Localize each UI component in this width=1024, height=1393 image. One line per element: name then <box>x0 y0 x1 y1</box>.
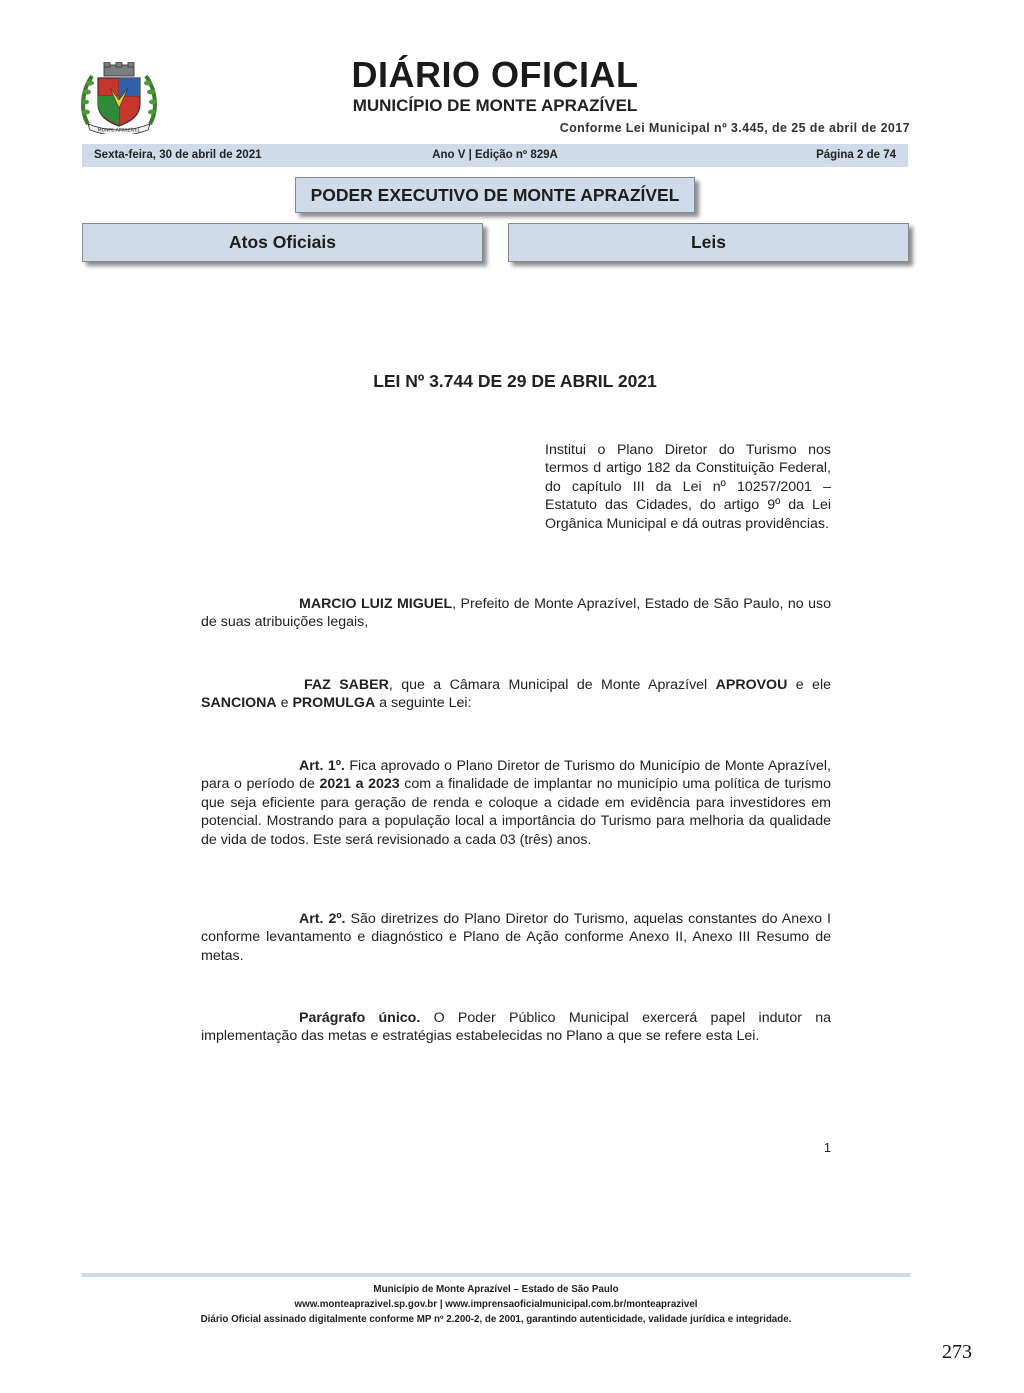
mayor-name: MARCIO LUIZ MIGUEL <box>299 596 453 612</box>
legal-basis-note: Conforme Lei Municipal nº 3.445, de 25 de abril de 2017 <box>559 121 910 135</box>
footer-municipality: Município de Monte Aprazível – Estado de São Paulo <box>373 1284 619 1295</box>
mayor-paragraph: MARCIO LUIZ MIGUEL, Prefeito de Monte Aprazível, Estado de São Paulo, no uso de suas atribuições legais, <box>201 596 832 631</box>
footer-signature-note: Diário Oficial assinado digitalmente conforme MP nº 2.200-2, de 2001, garantindo autenticidade, validade jurídica e integridade. <box>200 1314 792 1325</box>
stamp-number: 273 <box>942 1341 972 1363</box>
edition-number: Ano V | Edição nº 829A <box>432 149 558 161</box>
municipality-name: MUNICÍPIO DE MONTE APRAZÍVEL <box>352 96 638 115</box>
section-official-acts: Atos Oficiais <box>82 223 483 262</box>
promulgation-paragraph: FAZ SABER, que a Câmara Municipal de Monte Aprazível APROVOU e ele SANCIONA e PROMULGA a seguinte Lei: <box>201 677 831 712</box>
footer-websites: www.monteaprazivel.sp.gov.br | www.imprensaoficialmunicipal.com.br/monteaprazivel <box>294 1299 698 1310</box>
law-summary: Institui o Plano Diretor do Turismo nos termos d artigo 182 da Constituição Federal, do capítulo III da Lei nº 10257/2001 – Estatuto das Cidades, do artigo 9º da Lei Orgânica Municipal e dá outras providências. <box>545 442 831 532</box>
publication-date: Sexta-feira, 30 de abril de 2021 <box>94 149 262 161</box>
section-laws: Leis <box>508 223 909 262</box>
svg-text:MONTE APRAZÍVEL: MONTE APRAZÍVEL <box>97 128 141 134</box>
sole-paragraph-label: Parágrafo único. <box>299 1010 421 1026</box>
document-page-number: 1 <box>824 1141 831 1155</box>
article-1: Art. 1º. Fica aprovado o Plano Diretor de Turismo do Município de Monte Aprazível, para o período de 2021 a 2023 com a finalidade de implantar no município uma política de turismo que seja eficiente para geração de renda e coloque a cidade em evidência para investidores em potencial. Mostrando para a população local a importância do Turismo para melhoria da qualidade de vida de todos. Este será revisionado a cada 03 (três) anos. <box>201 758 832 848</box>
footer-divider <box>82 1273 910 1277</box>
coat-of-arms-icon <box>80 62 158 134</box>
law-title: LEI Nº 3.744 DE 29 DE ABRIL 2021 <box>373 371 657 391</box>
page-indicator: Página 2 de 74 <box>816 149 896 161</box>
article-2: Art. 2º. São diretrizes do Plano Diretor do Turismo, aquelas constantes do Anexo I conforme levantamento e diagnóstico e Plano de Ação conforme Anexo II, Anexo III Resumo de metas. <box>201 911 831 964</box>
article-2-label: Art. 2º. <box>299 911 346 927</box>
sole-paragraph: Parágrafo único. O Poder Público Municipal exercerá papel indutor na implementação das metas e estratégias estabelecidas no Plano a que se refere esta Lei. <box>201 1010 831 1045</box>
edition-info-bar <box>82 144 908 167</box>
article-1-label: Art. 1º. <box>299 758 345 774</box>
newspaper-title: DIÁRIO OFICIAL <box>351 54 639 95</box>
section-executive: PODER EXECUTIVO DE MONTE APRAZÍVEL <box>295 177 695 213</box>
